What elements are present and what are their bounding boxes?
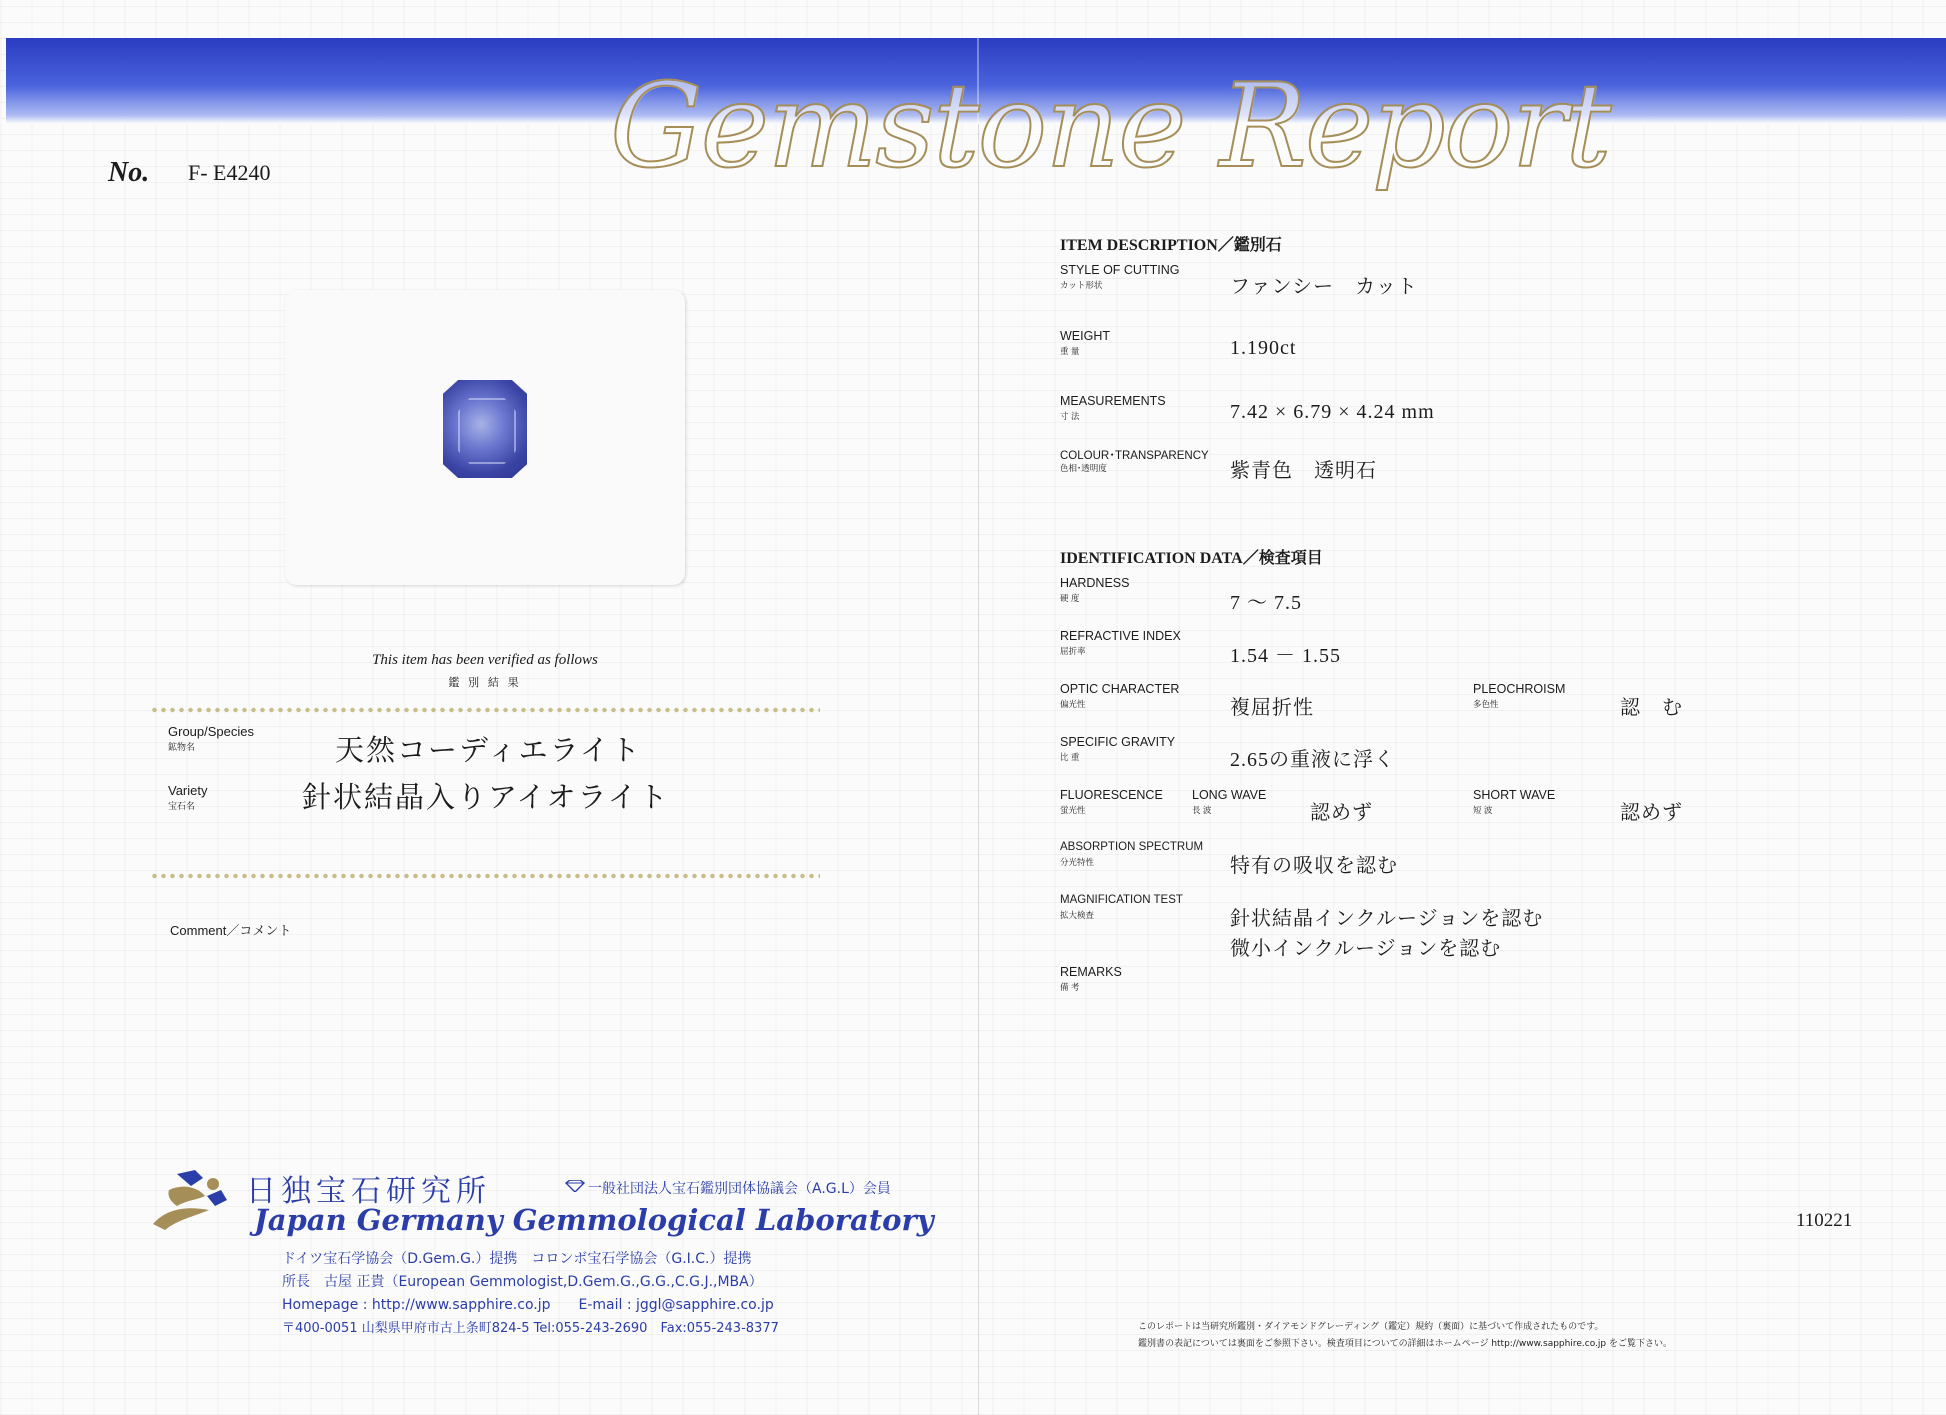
fluorescence-label: FLUORESCENCE xyxy=(1060,788,1163,802)
colour-transparency-label: COLOUR･TRANSPARENCY xyxy=(1060,450,1209,462)
report-no-label: No. xyxy=(108,157,150,188)
gemstone-facet xyxy=(458,398,516,464)
colour-transparency-label-jp: 色相･透明度 xyxy=(1060,463,1107,473)
pleochroism-value: 認 む xyxy=(1620,697,1683,719)
magnification-test-value-2: 微小インクルージョンを認む xyxy=(1230,938,1502,960)
absorption-spectrum-label-jp: 分光特性 xyxy=(1060,857,1095,867)
long-wave-value: 認めず xyxy=(1310,802,1373,824)
specific-gravity-label-jp: 比 重 xyxy=(1060,752,1080,762)
short-wave-label: SHORT WAVE xyxy=(1473,788,1556,802)
magnification-test-value-1: 針状結晶インクルージョンを認む xyxy=(1230,908,1544,930)
hardness-label-jp: 硬 度 xyxy=(1060,593,1080,603)
serial-number: 110221 xyxy=(1796,1210,1853,1231)
long-wave-label-jp: 長 波 xyxy=(1192,805,1212,815)
group-species-label-jp: 鉱物名 xyxy=(168,742,196,752)
weight-label: WEIGHT xyxy=(1060,329,1110,343)
magnification-test-label-jp: 拡大検査 xyxy=(1060,910,1095,920)
lab-contact: Homepage : http://www.sapphire.co.jp E-mail : jggl@sapphire.co.jp xyxy=(282,1297,774,1313)
short-wave-label-jp: 短 波 xyxy=(1473,805,1493,815)
long-wave-label: LONG WAVE xyxy=(1192,788,1267,802)
variety-label-jp: 宝石名 xyxy=(168,801,196,811)
remarks-label: REMARKS xyxy=(1060,965,1122,979)
footnote-line-2: 鑑別書の表記については裏面をご参照下さい。検査項目についての詳細はホームページ http://www.sapphire.co.jp をご覧下さい。 xyxy=(1138,1339,1672,1349)
verification-text: This item has been verified as follows xyxy=(372,652,598,668)
optic-character-label: OPTIC CHARACTER xyxy=(1060,682,1180,696)
specific-gravity-label: SPECIFIC GRAVITY xyxy=(1060,735,1176,749)
absorption-spectrum-label: ABSORPTION SPECTRUM xyxy=(1060,841,1204,853)
fluorescence-label-jp: 蛍光性 xyxy=(1060,805,1086,815)
absorption-spectrum-value: 特有の吸収を認む xyxy=(1230,855,1398,877)
pleochroism-label-jp: 多色性 xyxy=(1473,699,1499,709)
lab-address: 〒400-0051 山梨県甲府市古上条町824-5 Tel:055-243-2690 Fax:055-243-8377 xyxy=(282,1321,779,1336)
magnification-test-label: MAGNIFICATION TEST xyxy=(1060,894,1183,906)
weight-label-jp: 重 量 xyxy=(1060,346,1080,356)
colour-transparency-value: 紫青色 透明石 xyxy=(1230,460,1377,482)
lab-director: 所長 古屋 正貴（European Gemmologist,D.Gem.G.,G.G.,C.G.J.,MBA） xyxy=(282,1274,763,1290)
dotted-divider-top xyxy=(150,706,820,714)
verification-text-jp: 鑑 別 結 果 xyxy=(448,677,522,689)
remarks-label-jp: 備 考 xyxy=(1060,982,1080,992)
footnote-line-1: このレポートは当研究所鑑別・ダイアモンドグレーディング（鑑定）規約（裏面）に基づいて作成されたものです。 xyxy=(1138,1322,1604,1332)
style-of-cutting-label-jp: カット形状 xyxy=(1060,280,1103,290)
lab-logo-icon xyxy=(147,1166,237,1232)
hardness-label: HARDNESS xyxy=(1060,576,1130,590)
refractive-index-label: REFRACTIVE INDEX xyxy=(1060,629,1181,643)
style-of-cutting-value: ファンシー カット xyxy=(1230,276,1418,298)
association-membership: 一般社団法人宝石鑑別団体協議会（A.G.L）会員 xyxy=(588,1181,891,1197)
group-species-value: 天然コーディエライト xyxy=(335,735,642,767)
style-of-cutting-label: STYLE OF CUTTING xyxy=(1060,263,1180,277)
specific-gravity-value: 2.65の重液に浮く xyxy=(1230,749,1395,771)
lab-name-en: Japan Germany Gemmological Laboratory xyxy=(254,1203,934,1237)
comment-label: Comment／コメント xyxy=(170,923,292,938)
short-wave-value: 認めず xyxy=(1620,802,1683,824)
center-fold-line xyxy=(978,124,979,1415)
report-title: Gemstone Report xyxy=(610,59,1610,194)
measurements-label: MEASUREMENTS xyxy=(1060,394,1166,408)
identification-data-heading: IDENTIFICATION DATA／検査項目 xyxy=(1060,550,1323,567)
measurements-label-jp: 寸 法 xyxy=(1060,411,1080,421)
group-species-label: Group/Species xyxy=(168,724,254,739)
report-no-value: F- E4240 xyxy=(188,160,271,185)
weight-value: 1.190ct xyxy=(1230,337,1297,359)
lab-name-jp: 日独宝石研究所 xyxy=(246,1174,491,1209)
refractive-index-value: 1.54 － 1.55 xyxy=(1230,645,1341,667)
diamond-icon xyxy=(565,1180,585,1192)
refractive-index-label-jp: 屈折率 xyxy=(1060,646,1086,656)
lab-affiliation: ドイツ宝石学協会（D.Gem.G.）提携 コロンボ宝石学協会（G.I.C.）提携 xyxy=(282,1251,752,1267)
variety-label: Variety xyxy=(168,783,208,798)
optic-character-label-jp: 偏光性 xyxy=(1060,699,1086,709)
dotted-divider-bottom xyxy=(150,872,820,880)
hardness-value: 7 〜 7.5 xyxy=(1230,592,1302,614)
item-description-heading: ITEM DESCRIPTION／鑑別石 xyxy=(1060,237,1282,254)
variety-value: 針状結晶入りアイオライト xyxy=(302,782,670,814)
measurements-value: 7.42 × 6.79 × 4.24 mm xyxy=(1230,401,1435,423)
optic-character-value: 複屈折性 xyxy=(1230,697,1314,719)
pleochroism-label: PLEOCHROISM xyxy=(1473,682,1566,696)
